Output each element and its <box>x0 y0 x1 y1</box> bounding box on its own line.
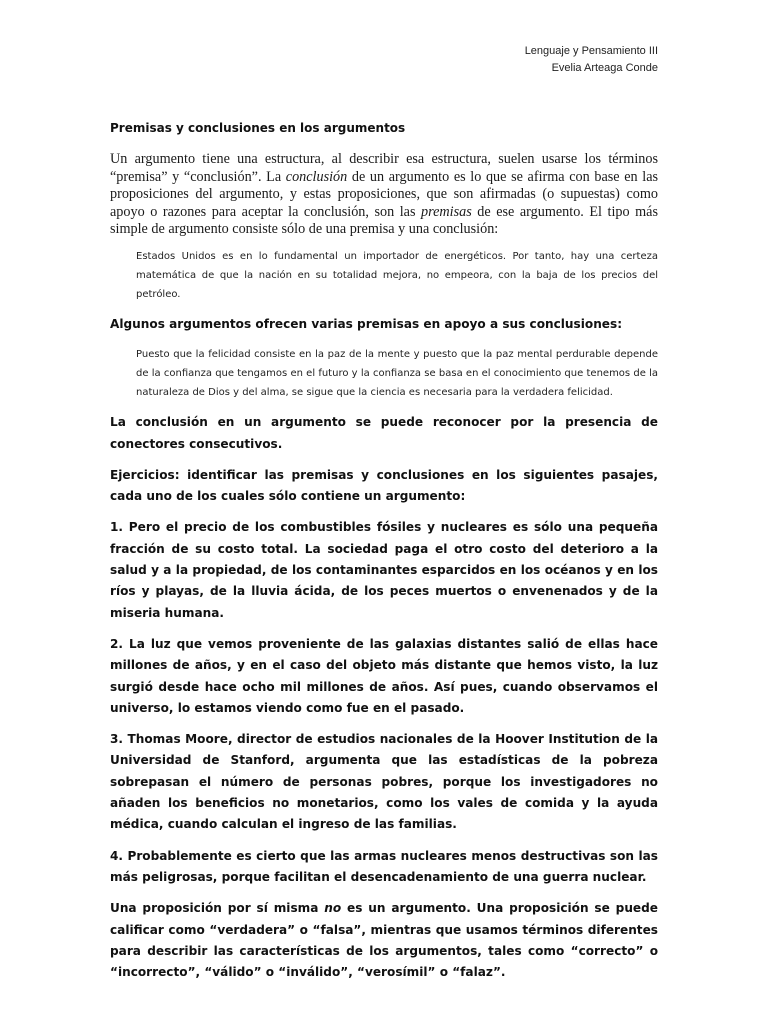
author-name: Evelia Arteaga Conde <box>551 62 658 74</box>
example-quote-2: Puesto que la felicidad consiste en la paz de la mente y puesto que la paz mental perdurable depende de la confianza que tengamos en el futuro y la confianza se basa en el conocimiento que tenemos de la naturaleza de Dios y del alma, se sigue que la ciencia es necesaria para la verdadera felicidad. <box>136 349 658 399</box>
section-title: Premisas y conclusiones en los argumentos <box>110 121 406 135</box>
term-conclusion: conclusión <box>285 168 348 185</box>
course-name: Lenguaje y Pensamiento III <box>524 45 658 57</box>
subheading-multiple-premises: Algunos argumentos ofrecen varias premisas en apoyo a sus conclusiones: <box>110 316 623 331</box>
closing-text-1: Una proposición por sí misma <box>110 901 325 916</box>
closing-text-2: es un argumento. Una proposición se puede calificar como “verdadera” o “falsa”, mientras que usamos términos diferentes para describir las características de los argumentos, tales como “correcto” o “incorrecto”, “válido” o “inválido”, “verosímil” o “falaz”. <box>110 901 658 980</box>
page-header <box>525 43 658 77</box>
intro-text-2: de un argumento es lo que se afirma con base en las proposiciones del argumento, y estas proposiciones, que son afirmadas (o supuestas) como apoyo o razones para aceptar la conclusión, son las <box>110 168 659 220</box>
exercises-intro: Ejercicios: identificar las premisas y conclusiones en los siguientes pasajes, cada uno de los cuales sólo contiene un argumento: <box>110 467 658 504</box>
closing-paragraph <box>110 898 658 983</box>
document-body <box>110 120 658 993</box>
term-no: no <box>324 901 342 916</box>
connectors-paragraph: La conclusión en un argumento se puede reconocer por la presencia de conectores consecutivos. <box>110 415 658 451</box>
term-premisas: premisas <box>421 203 472 220</box>
intro-text-1: Un argumento tiene una estructura, al describir esa estructura, suelen usarse los términos “premisa” y “conclusión”. La <box>110 151 658 185</box>
exercise-item: 4. Probablemente es cierto que las armas nucleares menos destructivas son las más peligrosas, porque facilitan el desencadenamiento de una guerra nuclear. <box>110 848 658 884</box>
exercise-item: 1. Pero el precio de los combustibles fósiles y nucleares es sólo una pequeña fracción de su costo total. La sociedad paga el otro costo del deterioro a la salud y a la propiedad, de los contaminantes esparcidos en los océanos y en los ríos y playas, de la lluvia ácida, de los peces muertos o envenenados y de la miseria humana. <box>110 520 658 620</box>
exercise-item: 3. Thomas Moore, director de estudios nacionales de la Hoover Institution de la Universidad de Stanford, argumenta que las estadísticas de la pobreza sobrepasan el número de personas pobres, porque los investigadores no añaden los beneficios no monetarios, como los vales de comida y la ayuda médica, cuando calculan el ingreso de las familias. <box>110 732 658 832</box>
intro-paragraph <box>110 151 658 239</box>
intro-text-3: de ese argumento. El tipo más simple de argumento consiste sólo de una premisa y una conclusión: <box>110 203 658 238</box>
example-quote-1: Estados Unidos es en lo fundamental un importador de energéticos. Por tanto, hay una certeza matemática de que la nación en su totalidad mejora, no empeora, con la baja de los precios del petróleo. <box>136 250 658 300</box>
exercise-item: 2. La luz que vemos proveniente de las galaxias distantes salió de ellas hace millones de años, y en el caso del objeto más distante que hemos visto, la luz surgió desde hace ocho mil millones de años. Así pues, cuando observamos el universo, lo estamos viendo como fue en el pasado. <box>110 636 658 715</box>
